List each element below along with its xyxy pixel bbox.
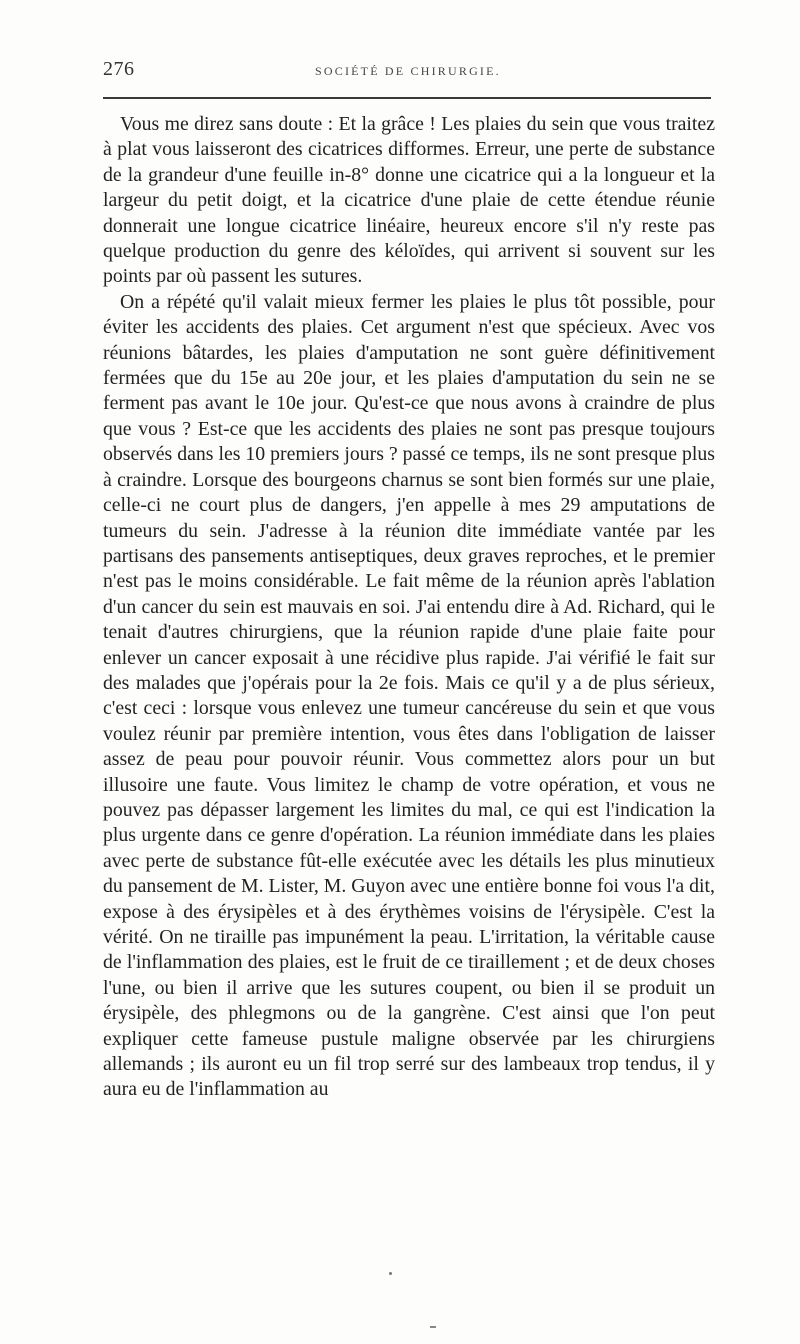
running-title: SOCIÉTÉ DE CHIRURGIE.: [315, 64, 501, 78]
paragraph-grace-objection: Vous me direz sans doute : Et la grâce ! Les plaies du sein que vous traitez à plat vous laisseront des cicatrices difformes. Erreur, une perte de substance de la grandeur d'une feuille in-8° donne une cicatrice qui a la longueur et la largeur du petit doigt, et la cicatrice d'une plaie de cette étendue réunie donnerait une longue cicatrice linéaire, heureux encore s'il n'y reste pas quelque production du genre des kéloïdes, qui arrivent si souvent sur les points par où passent les sutures.: [103, 113, 715, 288]
paragraph-wound-closure-argument: On a répété qu'il valait mieux fermer les plaies le plus tôt possible, pour éviter les accidents des plaies. Cet argument n'est que spécieux. Avec vos réunions bâtardes, les plaies d'amputation ne sont guère définitivement fermées que du 15e au 20e jour, et les plaies d'amputation du sein ne se ferment pas avant le 10e jour. Qu'est-ce que nous avons à craindre de plus que vous ? Est-ce que les accidents des plaies ne sont pas presque toujours observés dans les 10 premiers jours ? passé ce temps, ils ne sont presque plus à craindre. Lorsque des bourgeons charnus se sont bien formés sur une plaie, celle-ci ne court plus de dangers, j'en appelle à mes 29 amputations de tumeurs du sein. J'adresse à la réunion dite immédiate vantée par les partisans des pansements antiseptiques, deux graves reproches, et le premier n'est pas le moins considérable. Le fait même de la réunion après l'ablation d'un cancer du sein est mauvais en soi. J'ai entendu dire à Ad. Richard, qui le tenait d'autres chirurgiens, que la réunion rapide d'une plaie faite pour enlever un cancer exposait à une récidive plus rapide. J'ai vérifié le fait sur des malades que j'opérais pour la 2e fois. Mais ce qu'il y a de plus sérieux, c'est ceci : lorsque vous enlevez une tumeur cancéreuse du sein et que vous voulez réunir par première intention, vous êtes dans l'obligation de laisser assez de peau pour pouvoir réunir. Vous commettez alors pour un but illusoire une faute. Vous limitez le champ de votre opération, et vous ne pouvez pas dépasser largement les limites du mal, ce qui est l'indication la plus urgente dans ce genre d'opération. La réunion immédiate dans les plaies avec perte de substance fût-elle exécutée avec les détails les plus minutieux du pansement de M. Lister, M. Guyon avec une entière bonne foi vous l'a dit, expose à des érysipèles et à des érythèmes voisins de l'érysipèle. C'est la vérité. On ne tiraille pas impunément la peau. L'irritation, la véritable cause de l'inflammation des plaies, est le fruit de ce tiraillement ; et de deux choses l'une, ou bien il arrive que les sutures coupent, ou bien il se produit un érysipèle, des phlegmons ou de la gangrène. C'est ainsi que l'on peut expliquer cette fameuse pustule maligne observée par les chirurgiens allemands ; ils auront eu un fil trop serré sur des lambeaux trop tendus, il y aura eu de l'inflammation au: [103, 290, 715, 1101]
body-text: [103, 112, 715, 1103]
print-speck: [389, 1272, 392, 1275]
header-rule: [103, 97, 711, 99]
page-header: [103, 58, 711, 88]
print-mark: [430, 1326, 436, 1328]
page-number: 276: [103, 58, 135, 80]
